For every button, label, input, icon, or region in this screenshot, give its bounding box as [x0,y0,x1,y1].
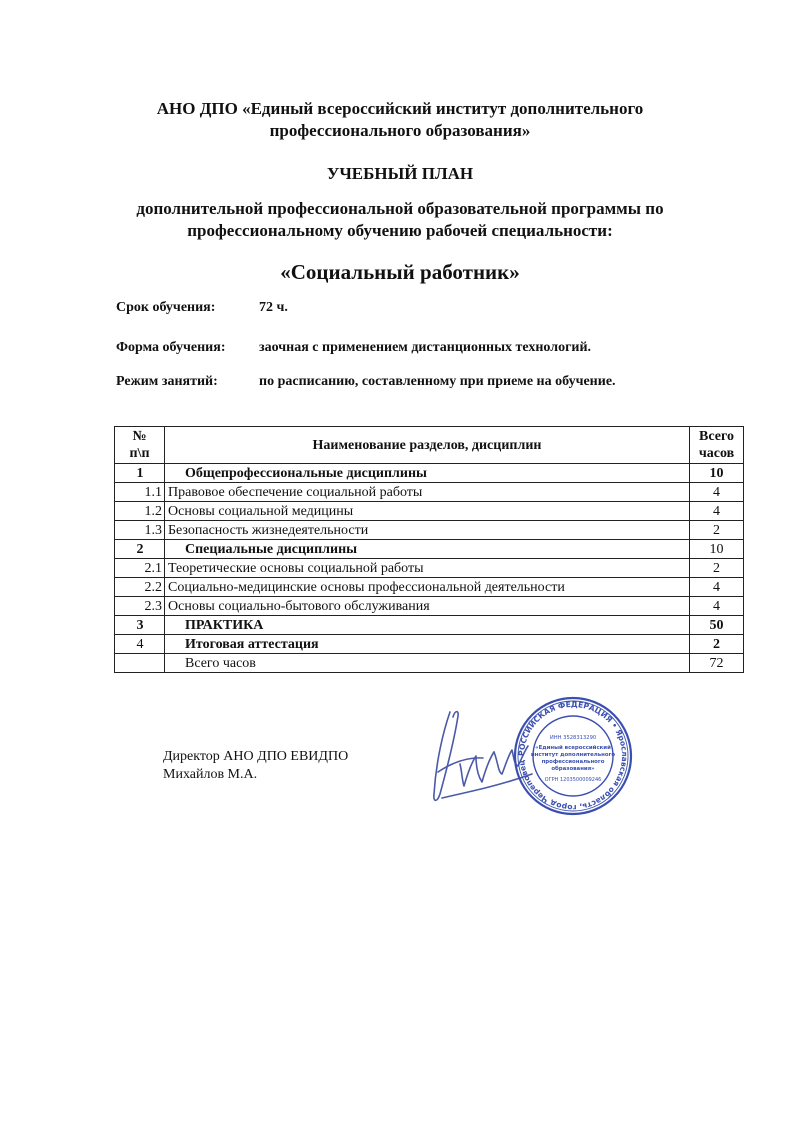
table-header-row [115,427,744,464]
col-hours-header: Всего часов [690,427,744,464]
table-row: 1.3 Безопасность жизнедеятельности 2 [115,521,744,540]
curriculum-table [114,426,744,673]
meta-label: Форма обучения: [116,340,226,355]
svg-text:профессионального: профессионального [541,759,605,765]
signature-block [163,748,348,784]
table-row: 1.2 Основы социальной медицины 4 [115,502,744,521]
table-row: 2.1 Теоретические основы социальной работы 2 [115,559,744,578]
table-row: 2.2 Социально-медицинские основы профессиональной деятельности 4 [115,578,744,597]
table-row: 2 Специальные дисциплины 10 [115,540,744,559]
svg-text:ИНН 3528313290: ИНН 3528313290 [549,735,597,741]
meta-value: по расписанию, составленному при приеме на обучение. [259,374,616,389]
meta-form [116,340,591,356]
organization-name: АНО ДПО «Единый всероссийский институт дополнительного профессионального образования» [156,99,644,140]
table-row: 1.1 Правовое обеспечение социальной работы 4 [115,483,744,502]
meta-value: заочная с применением дистанционных технологий. [259,340,592,355]
table-row: 3 ПРАКТИКА 50 [115,616,744,635]
director-name: Михайлов М.А. [163,767,258,782]
director-title: Директор АНО ДПО ЕВИДПО [163,749,349,764]
svg-text:институт дополнительного: институт дополнительного [530,752,616,758]
col-name-header: Наименование разделов, дисциплин [165,427,690,464]
table-row: 2.3 Основы социально-бытового обслуживания 4 [115,597,744,616]
meta-label: Срок обучения: [116,300,216,315]
table-row: 1 Общепрофессиональные дисциплины 10 [115,464,744,483]
meta-duration [116,300,288,316]
col-number-header: № п\п [115,427,165,464]
program-name: «Социальный работник» [280,260,520,284]
svg-text:«Единый всероссийский: «Единый всероссийский [535,745,611,751]
meta-schedule [116,374,616,390]
plan-title: УЧЕБНЫЙ ПЛАН [326,164,474,183]
official-seal [512,695,634,817]
svg-text:РОССИЙСКАЯ ФЕДЕРАЦИЯ • Ярослав: РОССИЙСКАЯ ФЕДЕРАЦИЯ • Ярославская область, город Череповец [516,699,630,813]
table-row: 4 Итоговая аттестация 2 [115,635,744,654]
meta-value: 72 ч. [259,300,288,315]
svg-text:образования»: образования» [551,766,595,772]
plan-subtitle: дополнительной профессиональной образовательной программы по профессиональному обучению рабочей специальности: [136,199,664,240]
svg-text:ОГРН 1203500009246: ОГРН 1203500009246 [544,777,602,783]
meta-label: Режим занятий: [116,374,218,389]
table-total-row: Всего часов 72 [115,654,744,673]
